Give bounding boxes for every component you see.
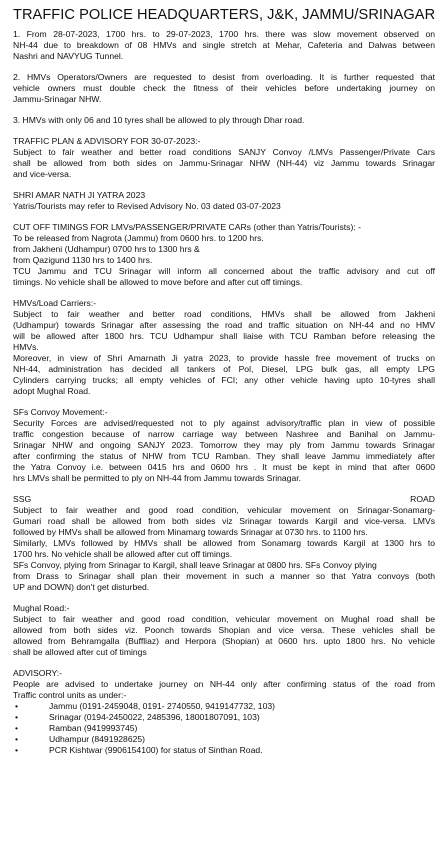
- text-line: Security Forces are advised/requested not to ply against advisory/traffic plan in view of possible: [13, 418, 435, 428]
- list-item: [13, 723, 435, 734]
- advisory-sections: [13, 29, 435, 658]
- text-section: [13, 72, 435, 105]
- text-line: timings. No vehicle shall be allowed to move before and after cut off timings.: [13, 277, 303, 287]
- text-line: Cylinders carrying trucks; all empty vehicles of FCI; any other vehicle having upto 10-tyres shall: [13, 375, 435, 385]
- list-item: [13, 701, 435, 712]
- text-line: allowed from both sides viz. Poonch towards Shopian and vice versa. These vehicles shall be: [13, 625, 435, 635]
- text-line: Yatris/Tourists may refer to Revised Advisory No. 03 dated 03-07-2023: [13, 201, 281, 211]
- list-item: [13, 712, 435, 723]
- text-line: Similarly, LMVs followed by HMVs shall be allowed from Sonamarg towards Kargil at 1300 hrs to: [13, 538, 435, 548]
- text-line: TCU Jammu and TCU Srinagar will inform all concerned about the traffic advisory and cut off: [13, 266, 435, 276]
- text-section: [13, 136, 435, 180]
- text-section: [13, 190, 435, 212]
- list-item: [13, 734, 435, 745]
- text-line: 3. HMVs with only 06 and 10 tyres shall be allowed to ply through Dhar road.: [13, 115, 305, 125]
- text-line: 1700 hrs. No vehicle shall be allowed after cut off timings.: [13, 549, 233, 559]
- text-line: from Drass to Srinagar shall plan their movement in such a manner so that Yatra convoys (both: [13, 571, 435, 581]
- list-item-text: Udhampur (8491928625): [49, 734, 146, 744]
- list-item-text: Ramban (9419993745): [49, 723, 138, 733]
- text-section: [13, 222, 435, 288]
- text-section: [13, 494, 435, 593]
- bullet-icon: •: [15, 701, 19, 711]
- list-item-text: PCR Kishtwar (9906154100) for status of Sinthan Road.: [49, 745, 263, 755]
- bullet-icon: •: [15, 723, 19, 733]
- text-line: shall be allowed after cut of timings: [13, 647, 147, 657]
- text-line: followed by HMVs shall be allowed from Minamarg towards Srinagar at 0730 hrs. to 1100 hrs.: [13, 527, 368, 537]
- text-line: and vice-versa.: [13, 169, 72, 179]
- list-item: [13, 745, 435, 756]
- text-line: (Udhampur) towards Srinagar after assessing the road and traffic situation on NH-44 and no HMV: [13, 320, 435, 330]
- text-line: Subject to fair weather and better road conditions SANJY Convoy /LMVs Passenger/Private Cars: [13, 147, 435, 157]
- text-line: Subject to fair weather and good road condition, vehicular movement on Srinagar-Sonamarg-: [13, 505, 435, 515]
- text-line: Srinagar NHW and ongoing SANJY 2023. Tomorrow they may ply from Jammu towards Srinagar: [13, 440, 435, 450]
- text-line: traffic congestion because of narrow carriage way between Nashree and Banihal on Jammu-: [13, 429, 435, 439]
- list-item-text: Srinagar (0194-2450022, 2485396, 18001807091, 103): [49, 712, 260, 722]
- text-section: [13, 29, 435, 62]
- text-line: hrs LMVs shall be permitted to ply on NH-44 from Jammu towards Srinagar.: [13, 473, 302, 483]
- text-line: TRAFFIC PLAN & ADVISORY FOR 30-07-2023:-: [13, 136, 201, 146]
- list-item-text: Jammu (0191-2459048, 0191- 2740550, 9419147732, 103): [49, 701, 276, 711]
- text-line: CUT OFF TIMINGS FOR LMVs/PASSENGER/PRIVATE CARs (other than Yatris/Tourists): -: [13, 222, 361, 232]
- text-line: adopt Mughal Road.: [13, 386, 91, 396]
- advisory-intro-line: People are advised to undertake journey on NH-44 only after confirming status of the road from: [13, 679, 435, 689]
- bullet-icon: •: [15, 745, 19, 755]
- text-section: [13, 603, 435, 658]
- text-line: from Qazigund 1130 hrs to 1400 hrs.: [13, 255, 153, 265]
- text-line: vehicle owners must double check the fitness of their vehicles before undertaking journey on: [13, 83, 435, 93]
- text-section: [13, 407, 435, 484]
- text-line: SFs Convoy, plying from Srinagar to Kargil, shall leave Srinagar at 0800 hrs. SFs Convoy plying: [13, 560, 377, 570]
- text-line: from Jakheni (Udhampur) 0700 hrs to 1300 hrs &: [13, 244, 200, 254]
- text-line: Subject to fair weather and good road condition, vehicular movement on Mughal road shall be: [13, 614, 435, 624]
- text-section: [13, 115, 435, 126]
- advisory-section: [13, 668, 435, 756]
- traffic-control-units-list: [13, 701, 435, 756]
- text-line: To be released from Nagrota (Jammu) from 0600 hrs. to 1200 hrs.: [13, 233, 264, 243]
- text-line: NH-44, administration has decided all tankers of Pol, Diesel, LPG bulk gas, all empty LPG: [13, 364, 435, 374]
- text-section: [13, 298, 435, 397]
- text-line: HMVs/Load Carriers:-: [13, 298, 97, 308]
- text-line: shall be allowed from both sides on Jammu-Srinagar NHW (NH-44) viz Jammu towards Srinagar: [13, 158, 435, 168]
- text-line: SFs Convoy Movement:-: [13, 407, 108, 417]
- text-line: allowed from Behramgalla (Buffliaz) and Herpora (Shopian) at 0600 hrs. upto 1800 hrs. No vehicle: [13, 636, 435, 646]
- text-line: NH-44 due to breakdown of 08 HMVs and single stretch at Mehar, Cafeteria and Dalwas between: [13, 40, 435, 50]
- text-line: UP and DOWN) don't get disturbed.: [13, 582, 150, 592]
- bullet-icon: •: [15, 734, 19, 744]
- text-line: the Yatra Convoy i.e. between 0415 hrs and 0600 hrs . It must be kept in mind that after 0600: [13, 462, 435, 472]
- text-line: 1. From 28-07-2023, 1700 hrs. to 29-07-2023, 1700 hrs. there was slow movement observed on: [13, 29, 435, 39]
- text-line: SSG ROAD: [13, 494, 435, 504]
- document-title: TRAFFIC POLICE HEADQUARTERS, J&K, JAMMU/SRINAGAR: [13, 7, 436, 23]
- text-line: Subject to fair weather and better road conditions, HMVs shall be allowed from Jakheni: [13, 309, 435, 319]
- text-line: Gumari road shall be allowed from both sides viz Srinagar towards Kargil and vice-versa. LMVs: [13, 516, 435, 526]
- text-line: Moreover, in view of Shri Amarnath Ji yatra 2023, to provide hassle free movement of trucks on: [13, 353, 435, 363]
- text-line: 2. HMVs Operators/Owners are requested to desist from overloading. It is further requested that: [13, 72, 435, 82]
- text-line: Mughal Road:-: [13, 603, 70, 613]
- text-line: Nashri and NAVYUG Tunnel.: [13, 51, 124, 61]
- text-line: after confirming the status of NHW from TCU Ramban. They shall leave Jammu immediately after: [13, 451, 435, 461]
- advisory-intro-line: Traffic control units as under:-: [13, 690, 127, 700]
- text-line: SHRI AMAR NATH JI YATRA 2023: [13, 190, 146, 200]
- text-line: Jammu-Srinagar NHW.: [13, 94, 102, 104]
- text-line: will be allowed after 1800 hrs. TCU Udhampur shall liaise with TCU Ramban before releasing the: [13, 331, 435, 341]
- bullet-icon: •: [15, 712, 19, 722]
- text-line: HMVs.: [13, 342, 39, 352]
- advisory-heading: ADVISORY:-: [13, 668, 63, 678]
